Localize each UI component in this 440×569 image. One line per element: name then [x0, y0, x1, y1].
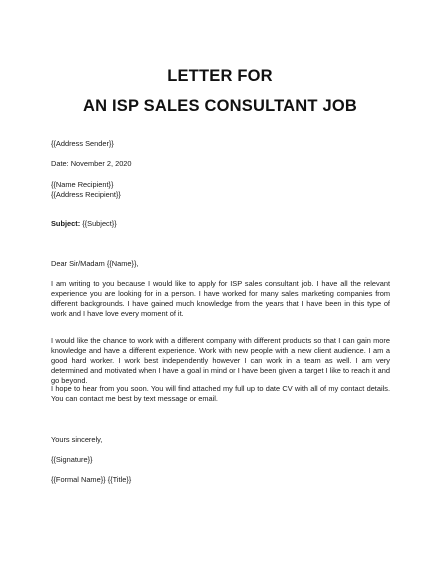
title-line-2: AN ISP SALES CONSULTANT JOB [82, 97, 357, 115]
signature-placeholder: {{Signature}} [51, 455, 93, 464]
paragraph-2-text: I would like the chance to work with a different company with different products so that I can gain more knowledge and have a different experience. Work with new people with a new client audience. I am a good hard worker. I work best independently however I can work in a team as well. I am very determined and motivated when I have a goal in mind or I have been given a target I like to reach it and go beyond. [51, 336, 390, 385]
closing: Yours sincerely, [51, 435, 103, 444]
title-line-1: LETTER FOR [167, 67, 273, 85]
address-sender: {{Address Sender}} [51, 139, 114, 148]
body-paragraph-2 [51, 336, 390, 386]
letter-title [0, 62, 440, 120]
body-paragraph-3 [51, 384, 390, 404]
name-recipient: {{Name Recipient}} [51, 180, 114, 189]
subject-label: Subject: [51, 219, 81, 228]
subject-line [51, 219, 117, 229]
body-paragraph-1 [51, 279, 390, 319]
paragraph-3-text: I hope to hear from you soon. You will find attached my full up to date CV with all of my contact details. You can contact me best by text message or email. [51, 384, 390, 403]
formal-name-title: {{Formal Name}} {{Title}} [51, 475, 132, 484]
address-recipient: {{Address Recipient}} [51, 190, 121, 199]
paragraph-1-text: I am writing to you because I would like to apply for ISP sales consultant job. I have all the relevant experience you are looking for in a person. I have worked for many sales marketing companies from different backgrounds. I have gained much knowledge from the years that I have been in this type of work and I have love every moment of it. [51, 279, 390, 318]
salutation: Dear Sir/Madam {{Name}}, [51, 259, 139, 268]
subject-value: {{Subject}} [80, 219, 117, 228]
letter-date: Date: November 2, 2020 [51, 159, 132, 168]
